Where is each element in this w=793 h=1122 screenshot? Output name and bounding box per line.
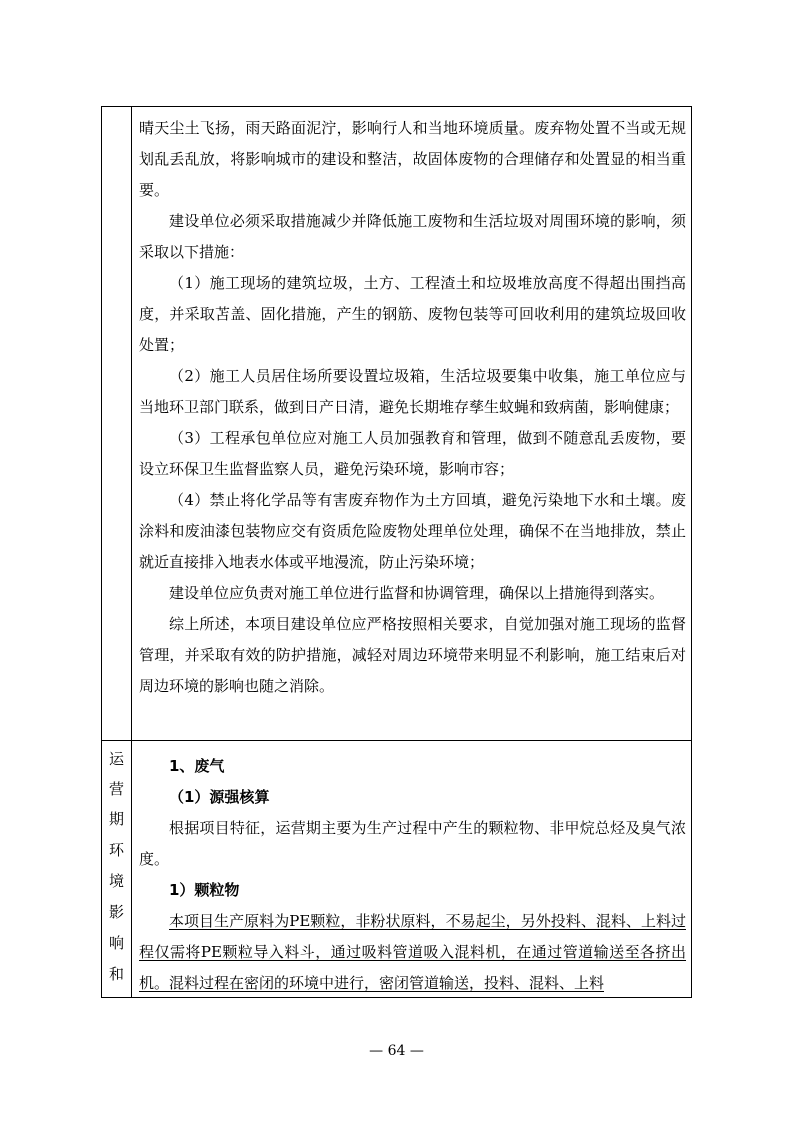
heading-exhaust-gas: 1、废气: [169, 757, 225, 775]
paragraph-measures-intro: 建设单位必须采取措施减少并降低施工废物和生活垃圾对周围环境的影响，须采取以下措施：: [139, 212, 686, 261]
paragraph-project-features: 根据项目特征，运营期主要为生产过程中产生的颗粒物、非甲烷总烃及臭气浓度。: [139, 819, 686, 868]
paragraph-summary: 综上所述，本项目建设单位应严格按照相关要求，自觉加强对施工现场的监督管理，并采取有效的防护措施，减轻对周边环境带来明显不利影响，施工结束后对周边环境的影响也随之消除。: [139, 615, 686, 695]
section-label-char: 和: [108, 965, 124, 983]
paragraph-measure-1: （1）施工现场的建筑垃圾，土方、工程渣土和垃圾堆放高度不得超出围挡高度，并采取苫盖、固化措施，产生的钢筋、废物包装等可回收利用的建筑垃圾回收处置；: [139, 274, 686, 354]
paragraph-supervision: 建设单位应负责对施工单位进行监督和协调管理，确保以上措施得到落实。: [169, 584, 665, 602]
paragraph-continuation: 晴天尘土飞扬，雨天路面泥泞，影响行人和当地环境质量。废弃物处置不当或无规划乱丢乱放，将影响城市的建设和整洁，故固体废物的合理储存和处置显的相当重要。: [139, 119, 686, 199]
section-label-char: 响: [108, 934, 124, 952]
paragraph-measure-3: （3）工程承包单位应对施工人员加强教育和管理，做到不随意乱丢废物，要设立环保卫生监督监察人员，避免污染环境，影响市容；: [139, 429, 686, 478]
operation-period-cell: [132, 751, 691, 999]
section-label-char: 境: [108, 872, 124, 890]
section-label-char: 运: [108, 750, 124, 768]
paragraph-measure-4: （4）禁止将化学品等有害废弃物作为土方回填，避免污染地下水和土壤。废涂料和废油漆包装物应交有资质危险废物处理单位处理，确保不在当地排放，禁止就近直接排入地表水体或平地漫流，防止污染环境；: [139, 491, 686, 571]
section-label-char: 营: [108, 780, 124, 798]
row-divider: [102, 740, 691, 741]
paragraph-measure-2: （2）施工人员居住场所要设置垃圾箱，生活垃圾要集中收集，施工单位应与当地环卫部门联系，做到日产日清，避免长期堆存孳生蚊蝇和致病菌，影响健康；: [139, 367, 686, 416]
section-label-char: 期: [108, 810, 124, 828]
page-number: — 64 —: [369, 1043, 424, 1059]
paragraph-raw-material: 本项目生产原料为PE颗粒，非粉状原料，不易起尘，另外投料、混料、上料过程仅需将PE颗粒导入料斗，通过吸料管道吸入混料机，在通过管道输送至各挤出机。混料过程在密闭的环境中进行，密闭管道输送，投料、混料、上料: [139, 912, 686, 992]
section-label-char: 环: [108, 841, 124, 859]
heading-source-strength: （1）源强核算: [169, 788, 270, 806]
construction-waste-cell: [132, 113, 691, 702]
section-label-char: 影: [108, 903, 124, 921]
heading-particulate-matter: 1）颗粒物: [169, 881, 240, 899]
content-table: [101, 106, 692, 998]
section-label-column: [102, 741, 131, 997]
